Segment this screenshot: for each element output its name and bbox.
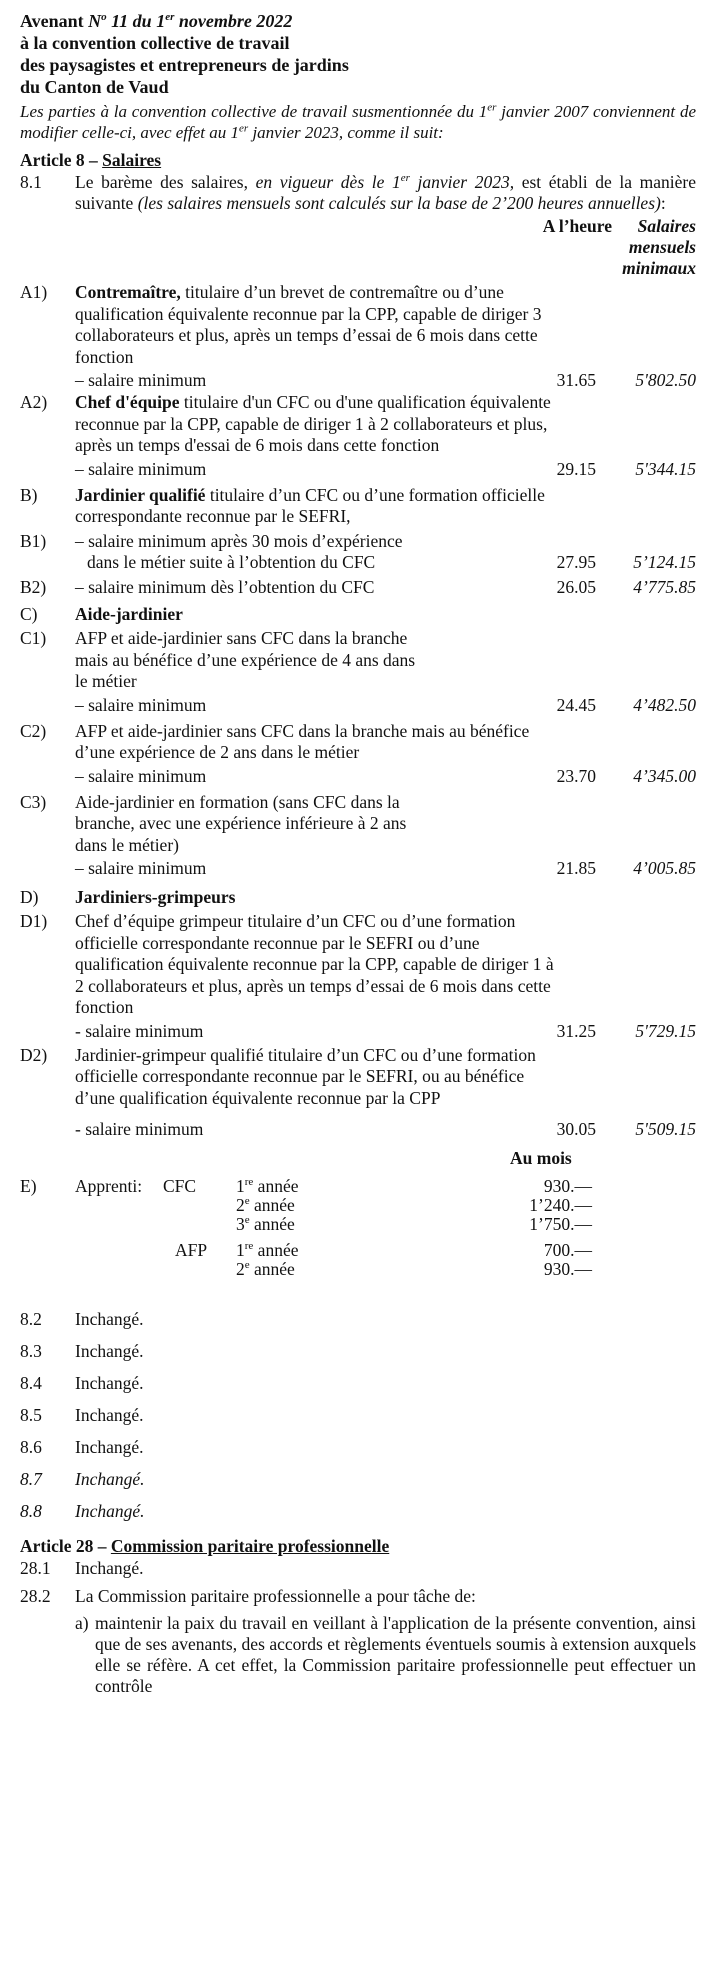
category-b: B) Jardinier qualifié titulaire d’un CFC ou d’une formation officielle correspondante reconnue par le SEFRI, bbox=[20, 484, 545, 526]
paragraph-8-5: 8.5 Inchangé. bbox=[20, 1405, 144, 1425]
salary-row-b2: B2) – salaire minimum dès l’obtention du CFC 26.05 4’775.85 bbox=[20, 577, 696, 597]
paragraph-8-8: 8.8 Inchangé. bbox=[20, 1501, 145, 1521]
category-b1: B1) – salaire minimum après 30 mois d’expérience bbox=[20, 530, 403, 551]
category-c1: C1) AFP et aide-jardinier sans CFC dans la branche mais au bénéfice d’une expérience de 4 ans dans le métier bbox=[20, 628, 416, 691]
document-page bbox=[20, 10, 696, 1697]
category-c3: C3) Aide-jardinier en formation (sans CFC dans la branche, avec une expérience inférieure à 2 ans dans le métier) bbox=[20, 791, 407, 855]
salary-row-b1: dans le métier suite à l’obtention du CFC 27.95 5’124.15 bbox=[87, 552, 696, 572]
category-d2: D2) Jardinier-grimpeur qualifié titulaire d’un CFC ou d’une formation officielle correspondante reconnue par le SEFRI, ou au bénéfice d’une qualification équivalente reconnue par la CPP bbox=[20, 1044, 536, 1108]
category-a2: A2) Chef d'équipe titulaire d'un CFC ou d'une qualification équivalente reconnue par la CPP, capable de diriger 1 à 2 collaborateurs et plus, après un temps d'essai de 6 mois dans cette fonction bbox=[20, 392, 551, 455]
apprentice-month-header: Au mois bbox=[510, 1148, 572, 1168]
category-a1: A1) Contremaître, titulaire d’un brevet de contremaître ou d’une qualification équivalente reconnue par la CPP, capable de diriger 3 collaborateurs et plus, après un temps d’essai de 6 mois dans cette fonction bbox=[20, 282, 542, 367]
category-c2: C2) AFP et aide-jardinier sans CFC dans la branche mais au bénéfice d’une expérience de 2 ans dans le métier bbox=[20, 720, 530, 762]
category-c: C) Aide-jardinier bbox=[20, 604, 183, 624]
header-line-4: du Canton de Vaud bbox=[20, 77, 169, 97]
header-line-1: Avenant $N^o$ 11 du 1er novembre 2022 bbox=[20, 11, 293, 31]
document-header bbox=[20, 10, 696, 98]
salary-row-c1: – salaire minimum 24.45 4’482.50 bbox=[75, 694, 696, 715]
paragraph-28-2: 28.2 La Commission paritaire professionnelle a pour tâche de: bbox=[20, 1586, 476, 1606]
salary-row-c3: – salaire minimum 21.85 4’005.85 bbox=[75, 858, 696, 878]
header-line-3: des paysagistes et entrepreneurs de jardins bbox=[20, 55, 349, 75]
paragraph-28-1: 28.1 Inchangé. bbox=[20, 1558, 144, 1578]
paragraph-8-7: 8.7 Inchangé. bbox=[20, 1469, 145, 1489]
category-d1: D1) Chef d’équipe grimpeur titulaire d’un CFC ou d’une formation officielle correspondante reconnue par le SEFRI ou d’une qualification équivalente reconnue par la CPP, capable de diriger 1 à 2 collaborateurs et plus, après un temps d’essai de 6 mois dans cette fonction bbox=[20, 911, 554, 1017]
paragraph-8-3: 8.3 Inchangé. bbox=[20, 1341, 144, 1361]
salary-column-headers bbox=[20, 216, 696, 282]
salary-row-a1: – salaire minimum 31.65 5'802.50 bbox=[75, 370, 696, 390]
column-hour-header: A l’heure bbox=[542, 216, 612, 236]
category-d: D) Jardiniers-grimpeurs bbox=[20, 887, 236, 907]
intro-paragraph: Les parties à la convention collective de travail susmentionnée du 1er janvier 2007 conviennent de modifier celle-ci, avec effet au 1er janvier 2023, comme il suit: bbox=[20, 101, 696, 142]
salary-row-d2: - salaire minimum 30.05 5'509.15 bbox=[75, 1119, 696, 1139]
column-month-header: Salaires mensuels minimaux bbox=[622, 216, 696, 278]
salary-row-c2: – salaire minimum 23.70 4’345.00 bbox=[75, 765, 696, 786]
paragraph-8-2: 8.2 Inchangé. bbox=[20, 1309, 144, 1329]
salary-row-a2: – salaire minimum 29.15 5'344.15 bbox=[75, 458, 696, 479]
apprentice-table: Au mois E) Apprenti: CFC 1re année 930.— 2e année 1’240.— 3e année 1’750.— AFP 1re année 700.— 2e année 930.— bbox=[20, 1148, 592, 1279]
paragraph-8-6: 8.6 Inchangé. bbox=[20, 1437, 144, 1457]
salary-row-d1: - salaire minimum 31.25 5'729.15 bbox=[75, 1020, 696, 1041]
paragraph-8-4: 8.4 Inchangé. bbox=[20, 1373, 144, 1393]
article-8-heading: Article 8 – Salaires bbox=[20, 150, 162, 170]
paragraph-8-1: 8.1 Le barème des salaires, en vigueur dès le 1er janvier 2023, est établi de la manière suivante (les salaires mensuels sont calculés sur la base de 2’200 heures annuelles): bbox=[20, 172, 696, 213]
article-28-heading: Article 28 – Commission paritaire professionnelle bbox=[20, 1536, 390, 1556]
header-line-2: à la convention collective de travail bbox=[20, 33, 290, 53]
paragraph-28-2-a: a) maintenir la paix du travail en veillant à l'application de la présente convention, ainsi que de ses avenants, des accords et règlements éventuels soumis à extension auxquels elle se réfère. A cet effet, la Commission paritaire professionnelle peut effectuer un contrôle bbox=[75, 1613, 696, 1696]
